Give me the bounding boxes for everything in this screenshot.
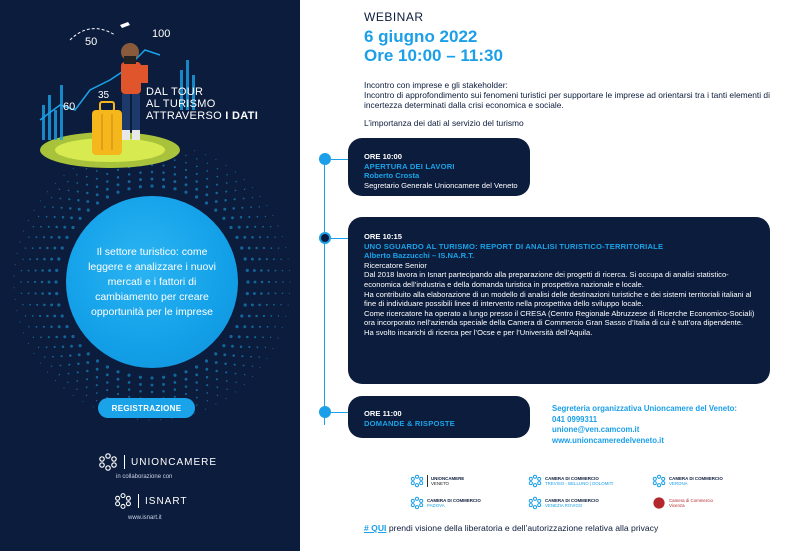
partner-cciaa-verona: CAMERA DI COMMERCIO VERONA [652, 474, 723, 488]
timeline-dot-1 [319, 153, 331, 165]
unioncamere-flake-icon [98, 452, 118, 472]
agenda-card-2 [348, 217, 770, 384]
secretariat-title: Segreteria organizzativa Unioncamere del Veneto: [552, 404, 738, 413]
hero-title-line3: ATTRAVERSO [146, 110, 222, 122]
secretariat-phone[interactable]: 041 0999311 [552, 414, 598, 424]
webinar-label: WEBINAR [364, 10, 424, 24]
collab-text: in collaborazione con [116, 474, 173, 480]
left-panel [0, 0, 300, 551]
privacy-line [364, 523, 658, 533]
agenda-bio-1: Dal 2018 lavora in Isnart partecipando alla preparazione dei progetti di ricerca. Si occupa di analisi statistico-economica dell’industria e della domanda turistica in prospettiva nazionale e locale. [364, 270, 729, 289]
intro-line1: Incontro con imprese e gli stakeholder: [364, 80, 508, 90]
registration-button[interactable]: REGISTRAZIONE [98, 398, 195, 418]
hero-title [146, 86, 258, 122]
intro-text [364, 80, 784, 110]
isnart-url[interactable]: www.isnart.it [128, 515, 162, 521]
partner-flake-icon [410, 496, 424, 510]
partner-cciaa-venezia: CAMERA DI COMMERCIO VENEZIA ROVIGO [528, 496, 599, 510]
agenda-bio-2: Ha contribuito alla elaborazione di un modello di analisi delle destinazioni turistiche e dei sistemi territoriali italiani al fine di individuare possibili linee di intervento nella prospettiva dello sviluppo locale. [364, 289, 752, 309]
isnart-logo [114, 492, 188, 510]
hero-number-50: 50 [85, 36, 98, 48]
hero-title-bold: I DATI [225, 110, 259, 122]
topic-text: Il settore turistico: come leggere e analizzare i nuovi mercati e i fattori di cambiamento per creare opportunità per le imprese [88, 245, 216, 318]
partner-flake-icon [528, 474, 542, 488]
partner-cciaa-treviso: CAMERA DI COMMERCIO TREVISO - BELLUNO | DOLOMITI [528, 474, 613, 488]
partner-cciaa-padova: CAMERA DI COMMERCIO PADOVA [410, 496, 481, 510]
partner-flake-icon [652, 474, 666, 488]
hero-number-100: 100 [152, 28, 171, 40]
secretariat-email[interactable]: unione@ven.camcom.it [552, 425, 640, 434]
agenda-role-2: Ricercatore Senior [364, 260, 427, 270]
event-time: Ore 10:00 – 11:30 [364, 46, 503, 65]
agenda-bio-4: Ha svolto incarichi di ricerca per l’Ocse e per l’Università dell’Aquila. [364, 327, 593, 337]
agenda-role-1: Segretario Generale Unioncamere del Veneto [364, 180, 518, 190]
agenda-card-1 [348, 138, 530, 196]
partner-flake-icon [410, 474, 424, 488]
luggage-icon [92, 110, 122, 155]
partner-cciaa-vicenza: Camera di Commercio Vicenza [652, 496, 713, 510]
isnart-label: ISNART [145, 495, 188, 507]
partner-flake-icon [528, 496, 542, 510]
agenda-speaker-1: Roberto Crosta [364, 171, 420, 181]
isnart-flake-icon [114, 492, 132, 510]
privacy-link[interactable]: # QUI [364, 523, 387, 533]
airplane-icon [120, 22, 130, 28]
timeline-line [324, 160, 325, 425]
hero-number-35: 35 [98, 90, 110, 101]
unioncamere-label: UNIONCAMERE [131, 456, 218, 468]
partner-unioncamere-veneto: UNIONCAMERE VENETO [410, 474, 464, 488]
tourist-shirt-icon [121, 62, 141, 94]
vicenza-seal-icon [652, 496, 666, 510]
agenda-hour-2: ORE 10:15 [364, 232, 402, 241]
event-date: 6 giugno 2022 [364, 27, 478, 46]
privacy-text: prendi visione della liberatoria e dell’autorizzazione relativa alla privacy [386, 523, 659, 533]
intro-line2: Incontro di approfondimento sui fenomeni turistici per supportare le imprese ad orientarsi tra i tanti elementi di incertezza determinati dalla crisi economica e sociale. [364, 90, 770, 110]
hero-number-60: 60 [63, 101, 76, 113]
timeline-dot-2 [319, 232, 331, 244]
hero-title-line2: AL TURISMO [146, 98, 216, 110]
hero-title-line1: DAL TOUR [146, 86, 204, 98]
agenda-hour-3: ORE 11:00 [364, 409, 402, 418]
agenda-title-2: UNO SGUARDO AL TURISMO: REPORT DI ANALISI TURISTICO-TERRITORIALE [364, 241, 664, 251]
agenda-card-3 [348, 396, 530, 438]
secretariat-block [552, 404, 737, 446]
secretariat-website[interactable]: www.unioncameredelveneto.it [552, 435, 664, 445]
agenda-title-3: DOMANDE & RISPOSTE [364, 418, 455, 428]
intro-subtitle: L’importanza dei dati al servizio del turismo [364, 118, 524, 128]
agenda-hour-1: ORE 10:00 [364, 152, 402, 161]
timeline-dot-3 [319, 406, 331, 418]
agenda-speaker-2: Alberto Bazzucchi – IS.NA.R.T. [364, 251, 475, 261]
unioncamere-logo [98, 452, 217, 472]
agenda-bio-3: Come ricercatore ha operato a lungo presso il CRESA (Centro Regionale Abruzzese di Ricerche Economico-Sociali) ora incorporato nell’azienda speciale della Camera di Commercio Gran Sasso d’Italia di cui è tutt’ora dipendente. [364, 308, 755, 328]
agenda-title-1: APERTURA DEI LAVORI [364, 161, 455, 171]
partner-logos [410, 470, 780, 522]
topic-circle [66, 196, 238, 368]
